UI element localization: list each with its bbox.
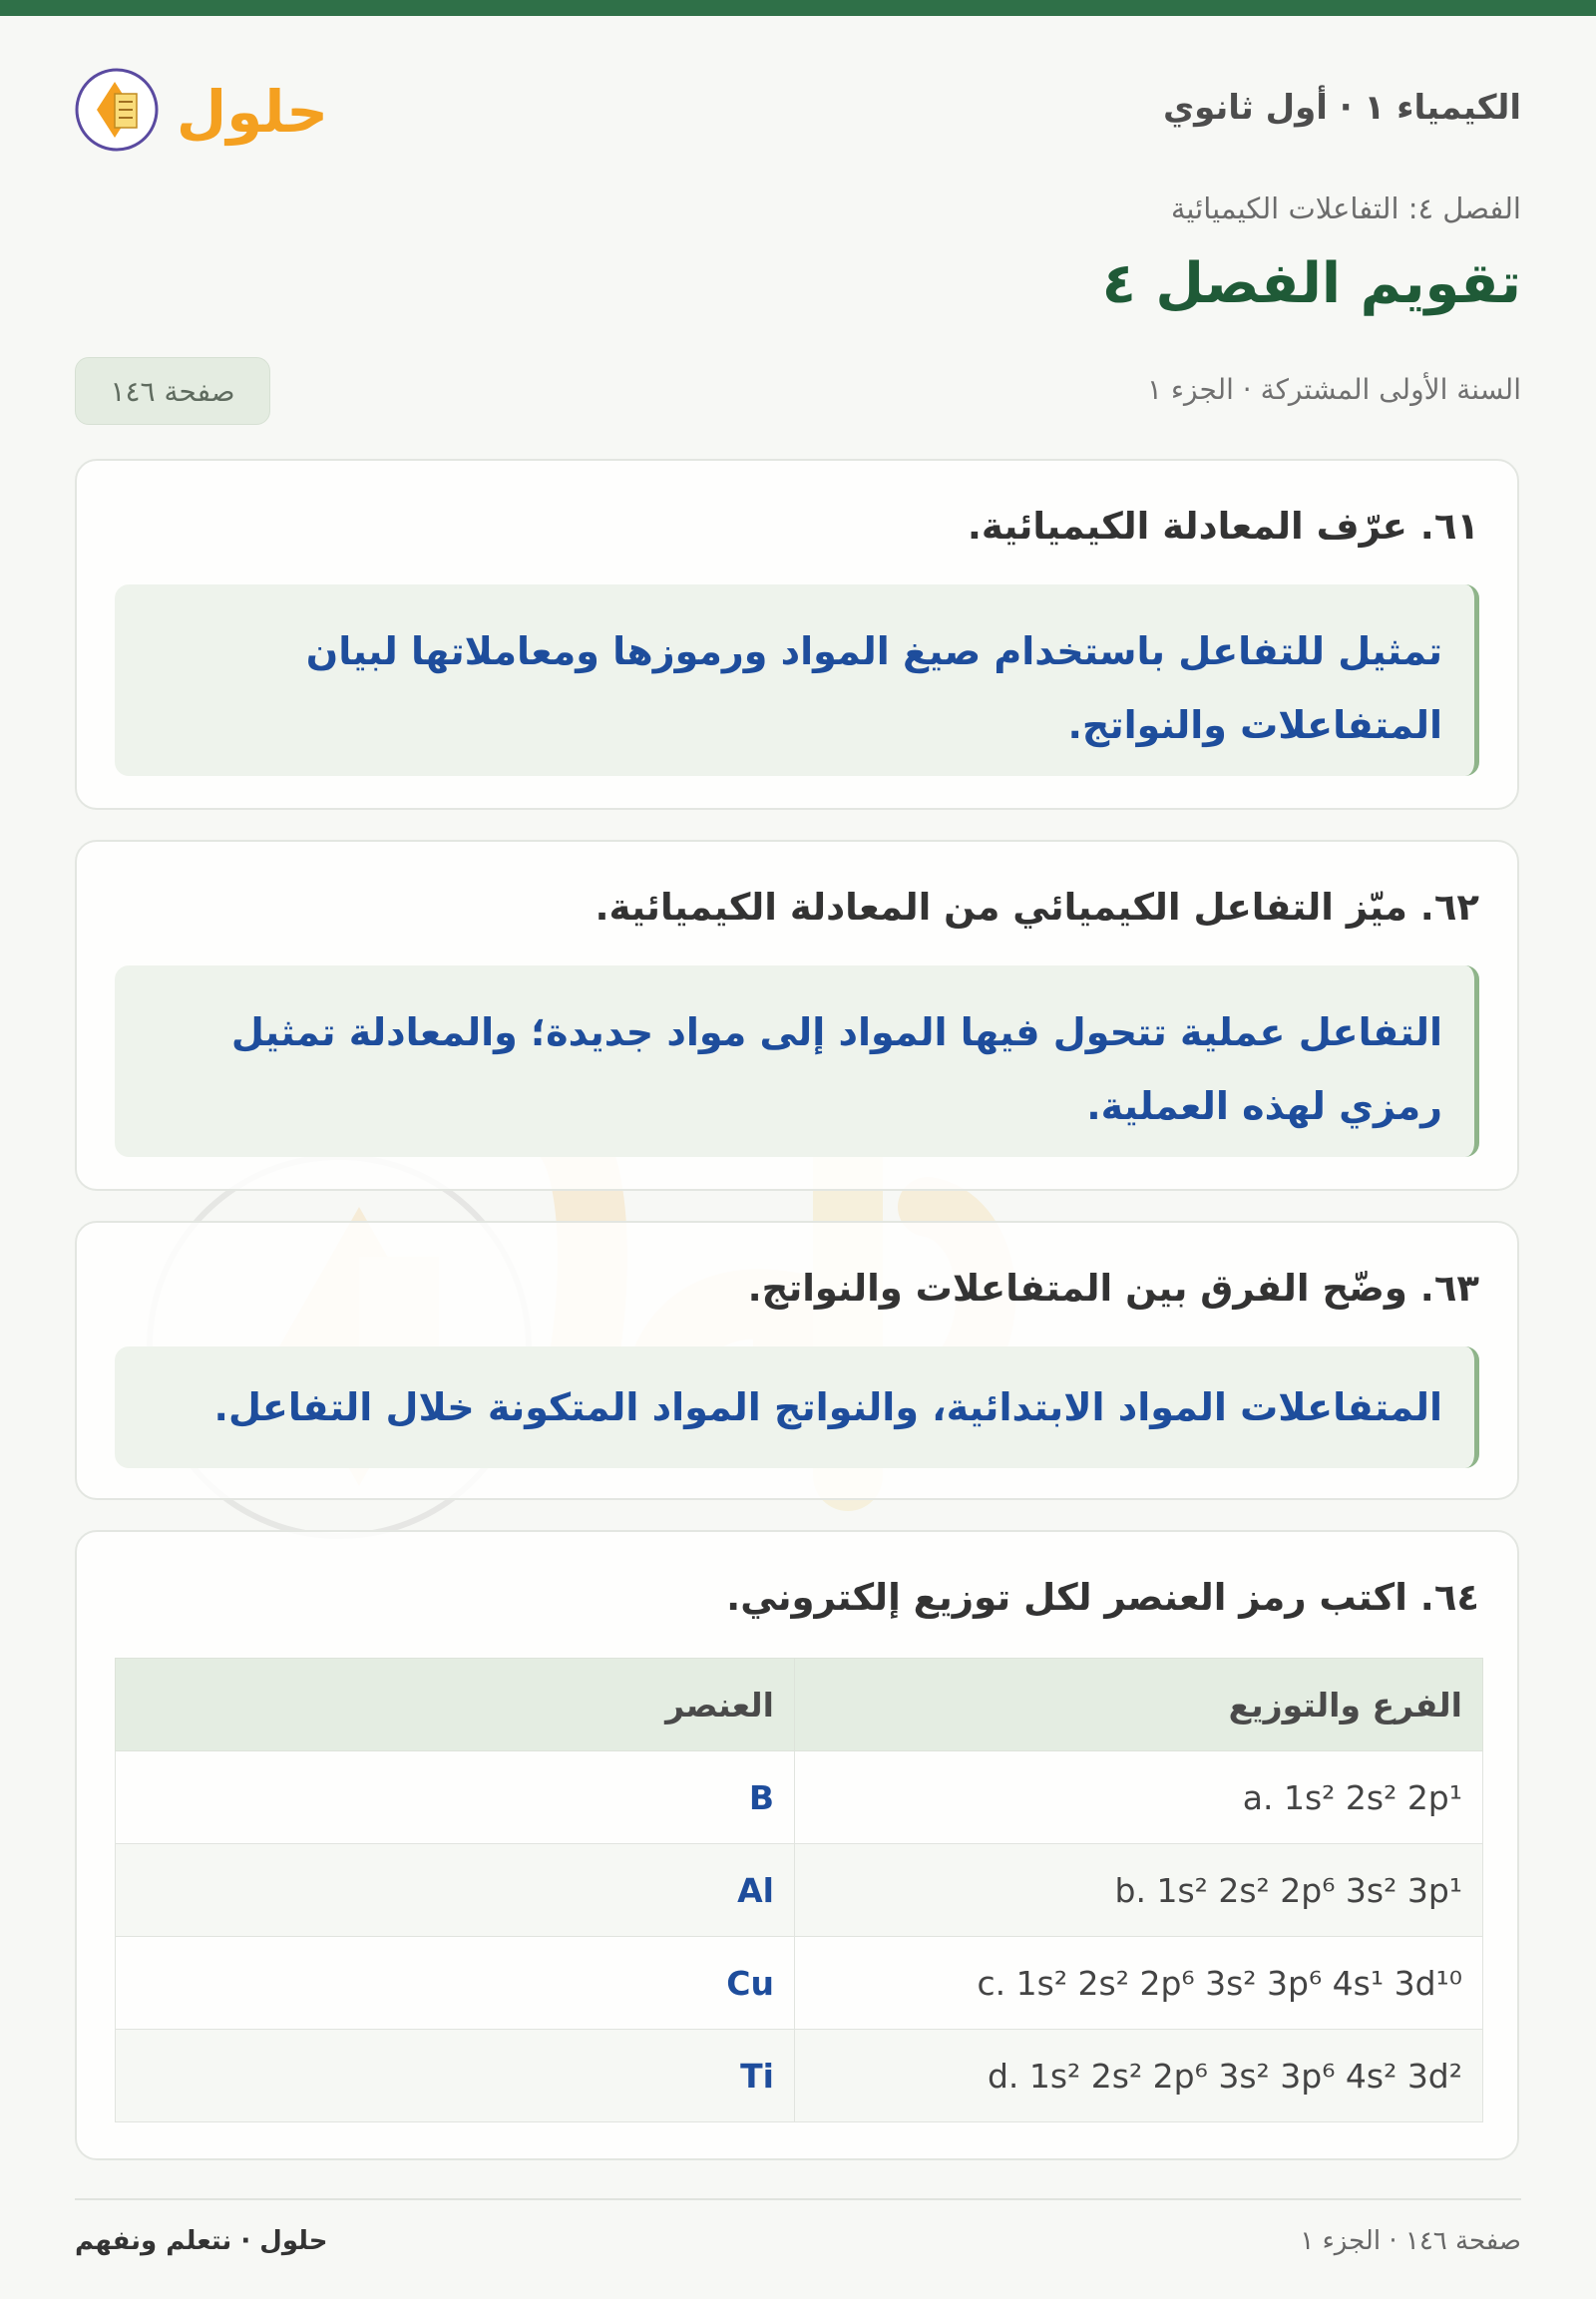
table-row bbox=[116, 1844, 1483, 1937]
question-text: ٦٤. اكتب رمز العنصر لكل توزيع إلكتروني. bbox=[726, 1576, 1479, 1619]
question-text: ٦٣. وضّح الفرق بين المتفاعلات والنواتج. bbox=[747, 1267, 1479, 1310]
question-card-63 bbox=[75, 1221, 1519, 1500]
table-header-row bbox=[116, 1659, 1483, 1751]
footer-page-info: صفحة ١٤٦ · الجزء ١ bbox=[1300, 2226, 1521, 2256]
element-cell: Cu bbox=[116, 1937, 795, 2030]
electron-config-table bbox=[115, 1658, 1483, 2122]
column-header-element: العنصر bbox=[116, 1659, 795, 1751]
question-card-64 bbox=[75, 1530, 1519, 2160]
page-number-badge: صفحة ١٤٦ bbox=[75, 357, 270, 425]
element-cell: Al bbox=[116, 1844, 795, 1937]
answer-line: التفاعل عملية تتحول فيها المواد إلى مواد جديدة؛ والمعادلة تمثيل bbox=[230, 1010, 1442, 1054]
config-cell: b. 1s² 2s² 2p⁶ 3s² 3p¹ bbox=[795, 1844, 1483, 1937]
config-cell: c. 1s² 2s² 2p⁶ 3s² 3p⁶ 4s¹ 3d¹⁰ bbox=[795, 1937, 1483, 2030]
table-row bbox=[116, 1937, 1483, 2030]
question-text: ٦٢. ميّز التفاعل الكيميائي من المعادلة الكيميائية. bbox=[595, 886, 1479, 929]
top-accent-bar bbox=[0, 0, 1596, 16]
answer-box bbox=[115, 584, 1479, 776]
hulul-logo[interactable] bbox=[75, 58, 334, 158]
footer-brand: حلول · نتعلم ونفهم bbox=[75, 2226, 328, 2256]
answer-line: تمثيل للتفاعل باستخدام صيغ المواد ورموزها ومعاملاتها لبيان bbox=[305, 629, 1442, 673]
column-header-config: الفرع والتوزيع bbox=[795, 1659, 1483, 1751]
answer-box bbox=[115, 965, 1479, 1157]
page-header bbox=[75, 58, 1521, 158]
question-card-62 bbox=[75, 840, 1519, 1191]
question-text: ٦١. عرّف المعادلة الكيميائية. bbox=[967, 505, 1479, 548]
table-row bbox=[116, 1751, 1483, 1844]
element-cell: B bbox=[116, 1751, 795, 1844]
answer-line: المتفاعلات والنواتج. bbox=[1067, 703, 1442, 747]
question-card-61 bbox=[75, 459, 1519, 810]
course-title: الكيمياء ١ · أول ثانوي bbox=[1163, 88, 1521, 128]
page-title: تقويم الفصل ٤ bbox=[1101, 251, 1521, 316]
config-cell: a. 1s² 2s² 2p¹ bbox=[795, 1751, 1483, 1844]
answer-box bbox=[115, 1346, 1479, 1468]
element-cell: Ti bbox=[116, 2030, 795, 2122]
answer-line: المتفاعلات المواد الابتدائية، والنواتج المواد المتكونة خلال التفاعل. bbox=[213, 1385, 1442, 1429]
footer-divider bbox=[75, 2198, 1521, 2200]
config-cell: d. 1s² 2s² 2p⁶ 3s² 3p⁶ 4s² 3d² bbox=[795, 2030, 1483, 2122]
logo-text: حلول bbox=[176, 78, 329, 146]
table-row bbox=[116, 2030, 1483, 2122]
book-subline: السنة الأولى المشتركة · الجزء ١ bbox=[1146, 373, 1521, 406]
chapter-label: الفصل ٤: التفاعلات الكيميائية bbox=[1170, 192, 1521, 225]
answer-line: رمزي لهذه العملية. bbox=[1086, 1084, 1442, 1128]
